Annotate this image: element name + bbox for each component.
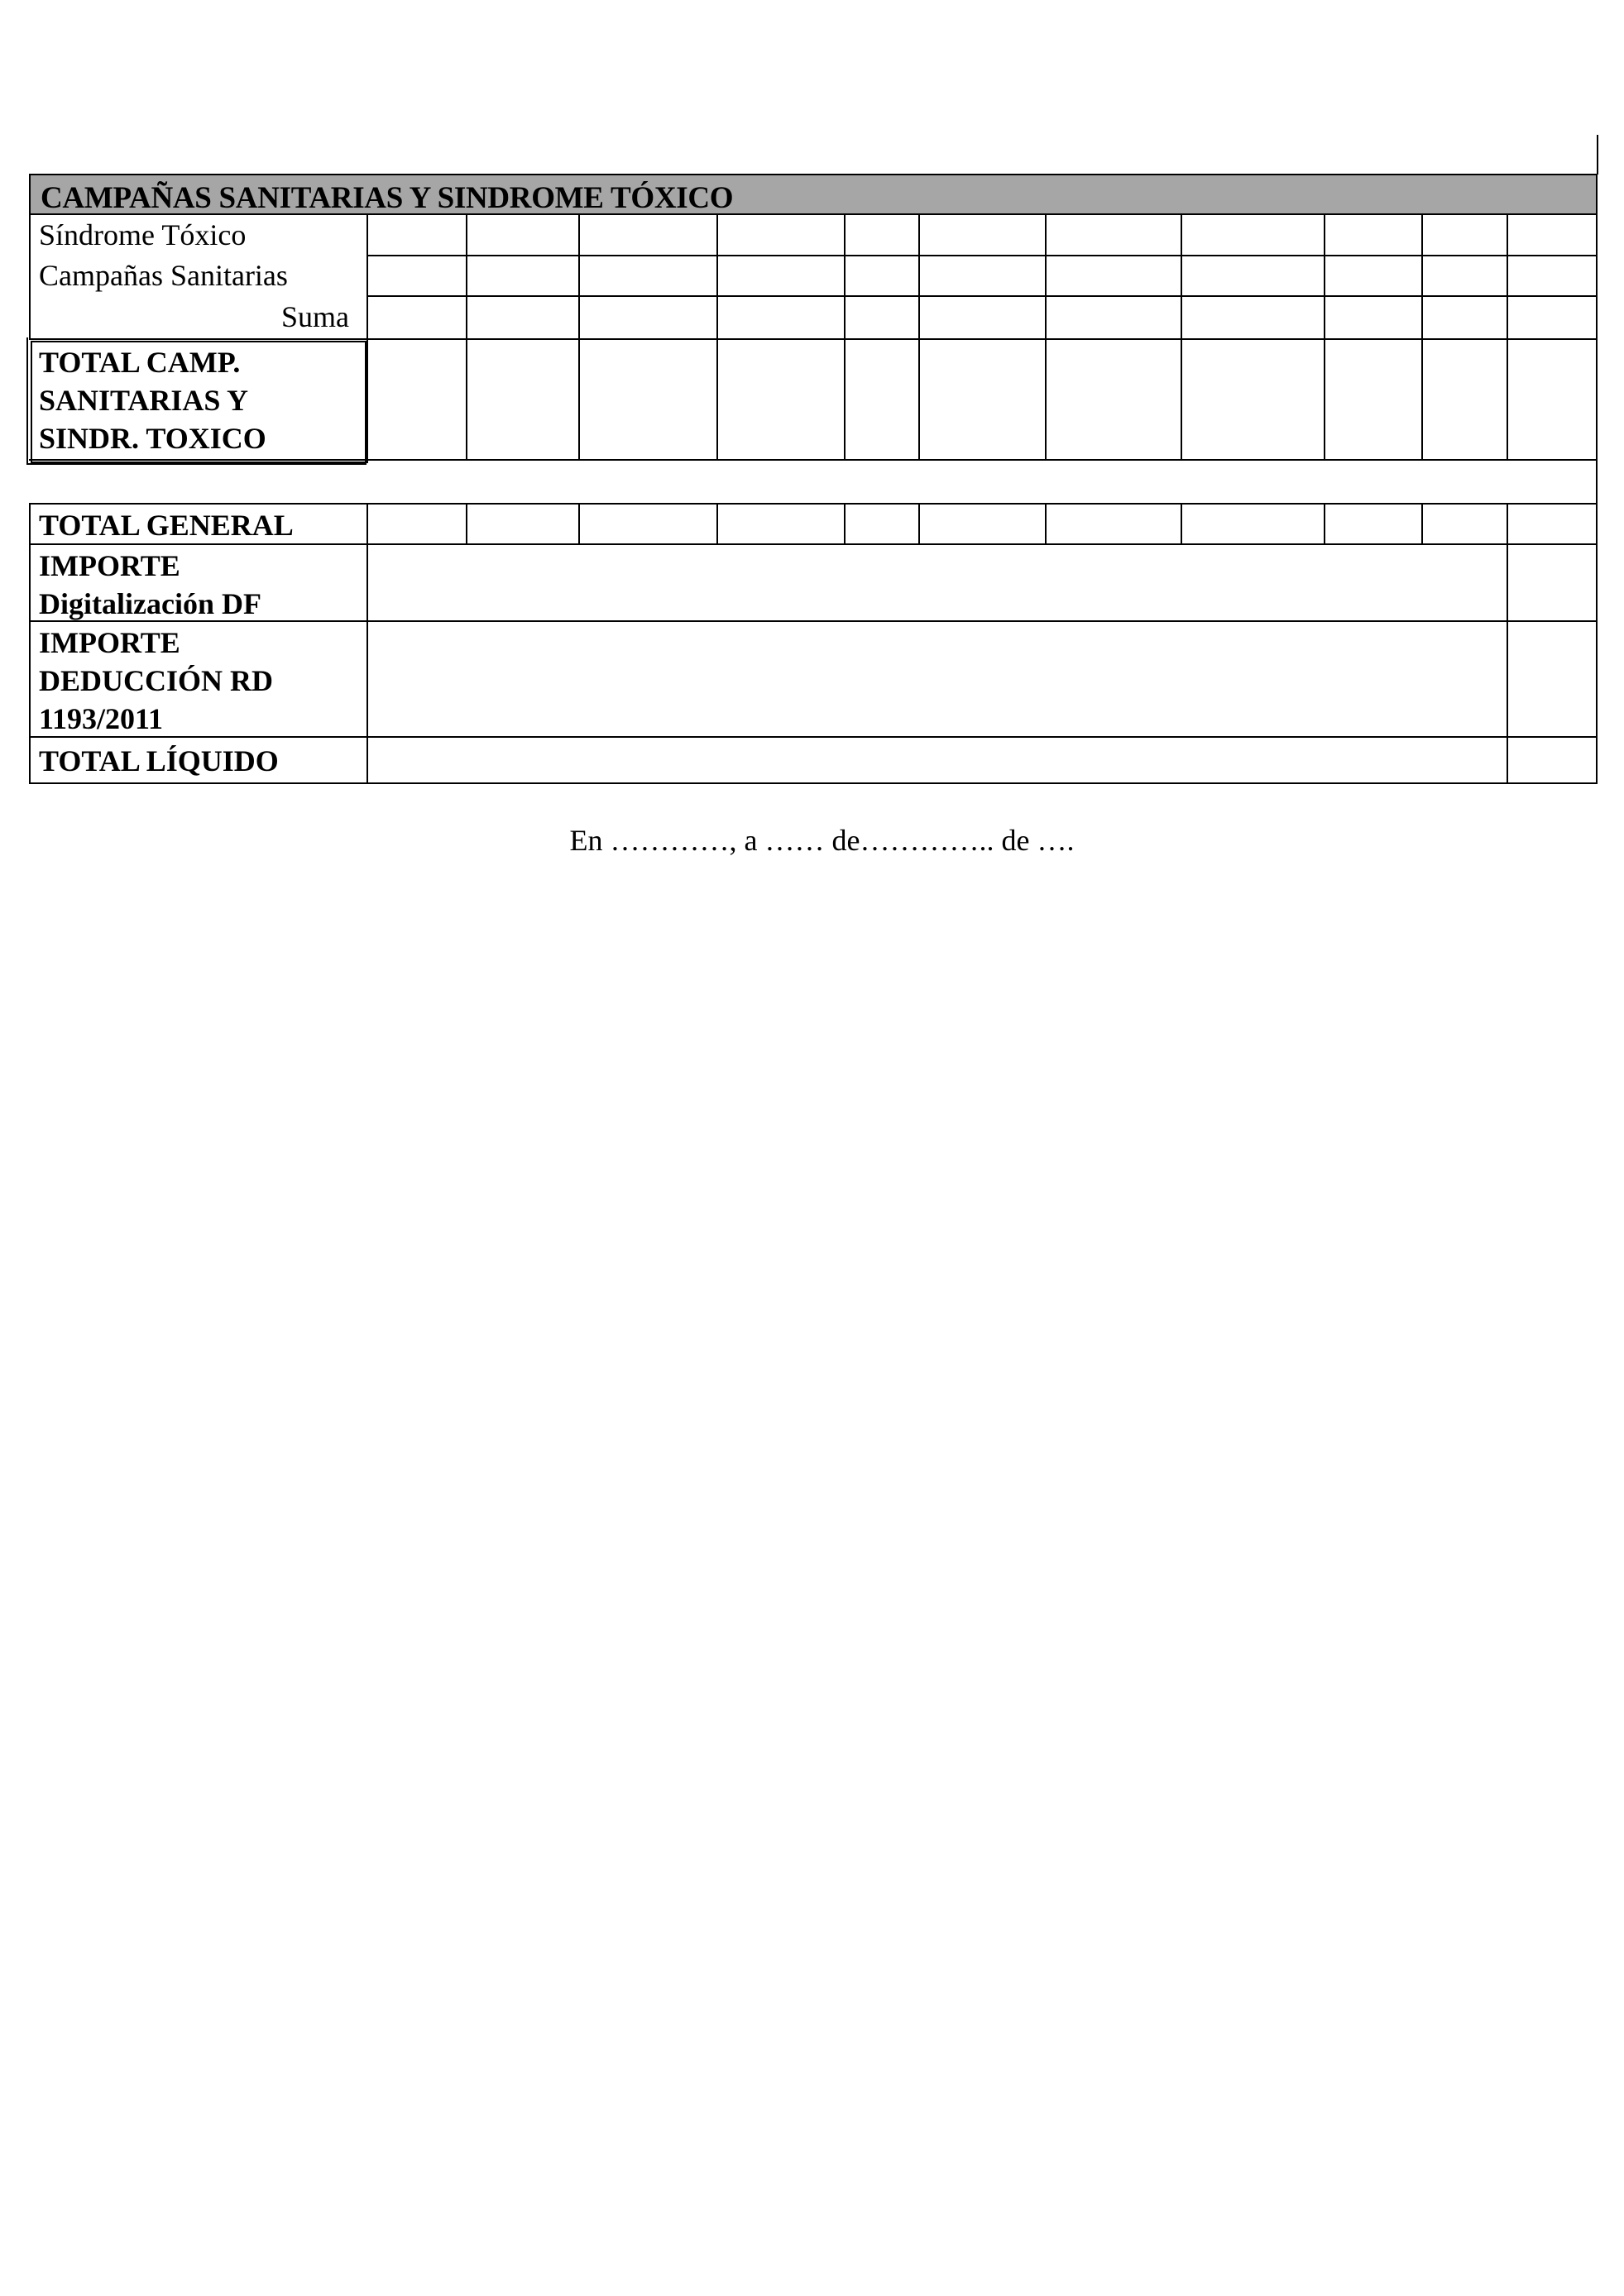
value-column-divider bbox=[1421, 215, 1423, 460]
value-column-divider bbox=[1045, 215, 1047, 460]
value-column-divider bbox=[578, 215, 580, 460]
row-label-importe-digitalizacion: IMPORTE Digitalización DF bbox=[39, 549, 261, 620]
row-label-suma: Suma bbox=[281, 300, 350, 333]
value-column-divider bbox=[918, 503, 920, 545]
row-label-importe-deduccion: IMPORTE DEDUCCIÓN RD 1193/2011 bbox=[39, 626, 274, 735]
row-label-total-general: TOTAL GENERAL bbox=[39, 509, 294, 542]
row-divider bbox=[29, 338, 1598, 340]
table-right-border bbox=[1596, 215, 1598, 505]
table-bottom-border bbox=[29, 782, 1598, 784]
value-column-divider bbox=[466, 503, 467, 545]
double-border-bottom bbox=[26, 463, 366, 465]
row-divider bbox=[366, 255, 1598, 256]
row-label-sindrome-toxico: Síndrome Tóxico bbox=[39, 218, 247, 251]
value-column-divider bbox=[1421, 503, 1423, 545]
value-column-divider bbox=[844, 215, 846, 460]
section-header bbox=[29, 174, 1598, 215]
label-column-divider bbox=[366, 215, 368, 463]
value-column-divider bbox=[1324, 215, 1325, 460]
value-column-divider bbox=[1507, 503, 1508, 545]
row-label-total-liquido: TOTAL LÍQUIDO bbox=[39, 744, 279, 777]
value-column-divider bbox=[1181, 215, 1182, 460]
value-column-divider bbox=[1507, 543, 1508, 784]
label-column-divider bbox=[366, 503, 368, 784]
value-column-divider bbox=[466, 215, 467, 460]
value-column-divider bbox=[1181, 503, 1182, 545]
value-column-divider bbox=[716, 215, 718, 460]
row-divider bbox=[366, 295, 1598, 297]
row-divider bbox=[29, 503, 1598, 505]
row-label-campanas-sanitarias: Campañas Sanitarias bbox=[39, 259, 288, 292]
value-column-divider bbox=[578, 503, 580, 545]
right-margin-rule bbox=[1597, 135, 1598, 175]
value-column-divider bbox=[1507, 215, 1508, 460]
place-date-line: En …………, a …… de………….. de …. bbox=[569, 824, 1075, 857]
row-label-total-camp: TOTAL CAMP. SANITARIAS Y SINDR. TOXICO bbox=[39, 346, 266, 455]
section-title: CAMPAÑAS SANITARIAS Y SINDROME TÓXICO bbox=[41, 181, 734, 215]
table-left-border bbox=[29, 215, 31, 339]
value-column-divider bbox=[1324, 503, 1325, 545]
value-column-divider bbox=[918, 215, 920, 460]
table-left-border bbox=[29, 503, 31, 784]
value-column-divider bbox=[1045, 503, 1047, 545]
value-column-divider bbox=[716, 503, 718, 545]
value-column-divider bbox=[844, 503, 846, 545]
double-border-left bbox=[26, 337, 28, 465]
table-right-border bbox=[1596, 503, 1598, 784]
